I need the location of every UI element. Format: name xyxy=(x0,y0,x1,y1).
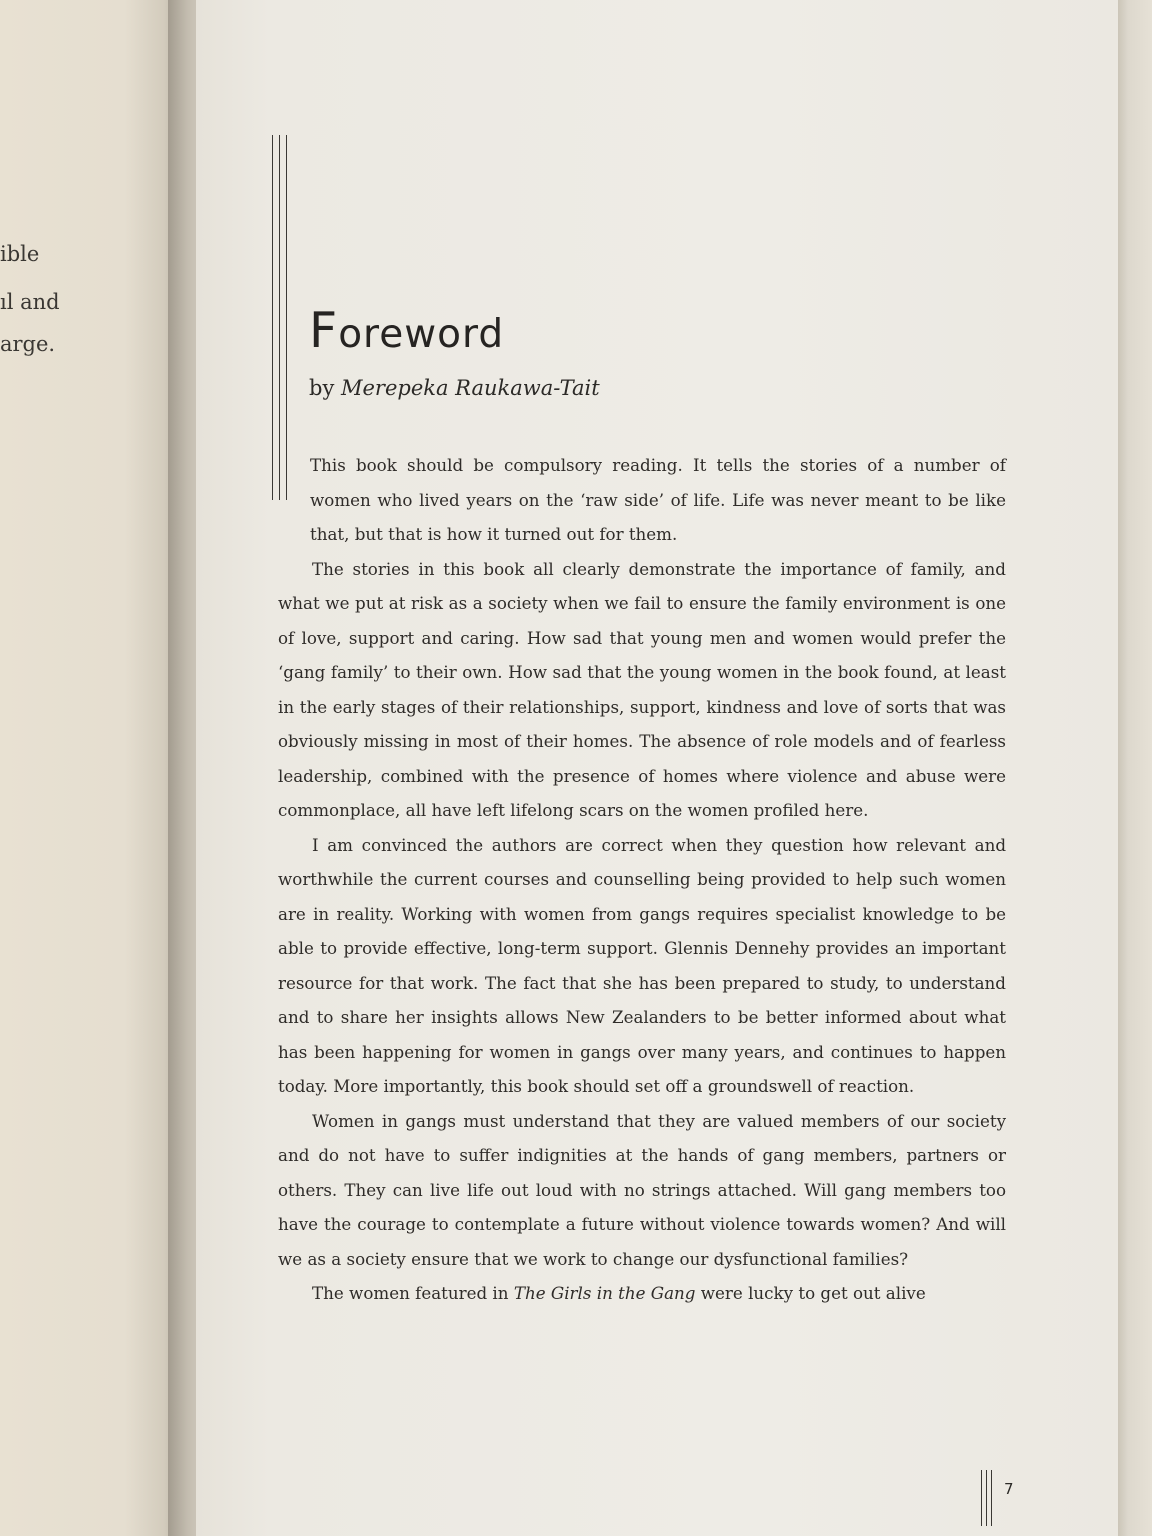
paragraph-text: were lucky to get out alive xyxy=(695,1283,926,1303)
body-text xyxy=(278,448,1006,1311)
page-title xyxy=(309,302,504,359)
paragraph xyxy=(278,448,1006,552)
left-page-text-fragment: arge. xyxy=(0,332,56,356)
byline xyxy=(309,376,600,400)
page-edge xyxy=(1118,0,1152,1536)
decorative-rule xyxy=(991,1470,992,1526)
title-rest: oreword xyxy=(338,312,505,357)
left-page xyxy=(0,0,178,1536)
decorative-rule xyxy=(286,135,287,500)
paragraph-text: I am convinced the authors are correct when they question how relevant and worthwhile the current courses and counselling being provided to help such women are in reality. Working with women from gangs requires specialist knowledge to be able to provide effective, long-term support. Glennis Dennehy provides an important resource for that work. The fact that she has been prepared to study, to understand and to share her insights allows New Zealanders to be better informed about what has been happening for women in gangs over many years, and continues to happen today. More importantly, this book should set off a groundswell of reaction. xyxy=(278,834,1006,1096)
left-page-text-fragment: ible xyxy=(0,242,40,266)
byline-prefix: by xyxy=(309,376,341,400)
decorative-rule xyxy=(279,135,280,500)
decorative-rule xyxy=(981,1470,982,1526)
decorative-rule xyxy=(986,1470,987,1526)
paragraph-text: The stories in this book all clearly demonstrate the importance of family, and what we put at risk as a society when we fail to ensure the family environment is one of love, support and caring. How sad that young men and women would prefer the ‘gang family’ to their own. How sad that the young women in the book found, at least in the early stages of their relationships, support, kindness and love of sorts that was obviously missing in most of their homes. The absence of role models and of fearless leadership, combined with the presence of homes where violence and abuse were commonplace, all have left lifelong scars on the women profiled here. xyxy=(278,558,1006,820)
title-initial: F xyxy=(309,302,339,359)
paragraph-text: Women in gangs must understand that they are valued members of our society and do not have to suffer indignities at the hands of gang members, partners or others. They can live life out loud with no strings attached. Will gang members too have the courage to contemplate a future without violence towards women? And will we as a society ensure that we work to change our dysfunctional families? xyxy=(278,1110,1006,1269)
left-page-text-fragment: ıl and xyxy=(0,290,60,314)
paragraph-text: The women featured in xyxy=(312,1283,514,1303)
paragraph xyxy=(278,828,1006,1104)
page-number: 7 xyxy=(1004,1480,1014,1498)
paragraph xyxy=(278,1104,1006,1277)
paragraph xyxy=(278,552,1006,828)
decorative-rule xyxy=(272,135,273,500)
book-title-italic: The Girls in the Gang xyxy=(513,1283,696,1303)
paragraph-text: This book should be compulsory reading. It tells the stories of a number of women who lived years on the ‘raw side’ of life. Life was never meant to be like that, but that is how it turned out for them. xyxy=(310,455,1006,544)
paragraph xyxy=(278,1276,1006,1311)
author-name: Merepeka Raukawa-Tait xyxy=(340,376,600,400)
